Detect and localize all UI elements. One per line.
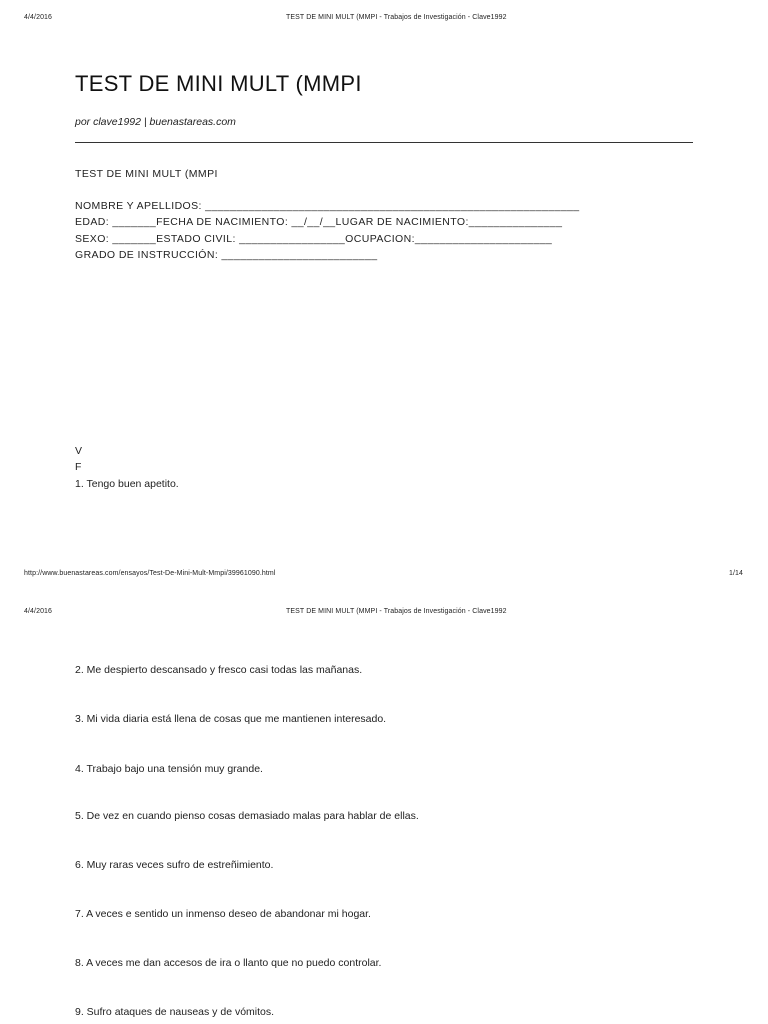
question-6: 6. Muy raras veces sufro de estreñimiento. bbox=[75, 859, 274, 871]
question-9: 9. Sufro ataques de nauseas y de vómitos. bbox=[75, 1006, 275, 1018]
page-2-header-title: TEST DE MINI MULT (MMPI - Trabajos de Investigación - Clave1992 bbox=[286, 608, 507, 615]
document-title: TEST DE MINI MULT (MMPI bbox=[75, 71, 362, 96]
page-2-header-date: 4/4/2016 bbox=[24, 608, 53, 615]
question-1: 1. Tengo buen apetito. bbox=[75, 478, 179, 490]
form-line-education: GRADO DE INSTRUCCIÓN: _________________________ bbox=[75, 249, 378, 261]
form-line-name: NOMBRE Y APELLIDOS: ____________________________________________________________ bbox=[75, 200, 580, 212]
footer-url-link[interactable]: http://www.buenastareas.com/ensayos/Test-De-Mini-Mult-Mmpi/39961090.html bbox=[24, 570, 276, 577]
byline: por clave1992 | buenastareas.com bbox=[75, 116, 236, 128]
footer-page-number: 1/14 bbox=[729, 570, 744, 577]
question-3: 3. Mi vida diaria está llena de cosas que me mantienen interesado. bbox=[75, 713, 387, 725]
page-1-header-date: 4/4/2016 bbox=[24, 14, 53, 21]
question-8: 8. A veces me dan accesos de ira o llanto que no puedo controlar. bbox=[75, 957, 382, 969]
answer-label-v: V bbox=[75, 445, 83, 457]
answer-label-f: F bbox=[75, 461, 82, 473]
question-5: 5. De vez en cuando pienso cosas demasiado malas para hablar de ellas. bbox=[75, 810, 419, 822]
content-heading: TEST DE MINI MULT (MMPI bbox=[75, 168, 218, 180]
form-line-age: EDAD: _______FECHA DE NACIMIENTO: __/__/__LUGAR DE NACIMIENTO:_______________ bbox=[75, 216, 563, 228]
question-4: 4. Trabajo bajo una tensión muy grande. bbox=[75, 763, 263, 775]
form-line-sex: SEXO: _______ESTADO CIVIL: _________________OCUPACION:______________________ bbox=[75, 233, 553, 245]
page-1-header-title: TEST DE MINI MULT (MMPI - Trabajos de Investigación - Clave1992 bbox=[286, 14, 507, 21]
title-divider bbox=[75, 142, 693, 143]
question-7: 7. A veces e sentido un inmenso deseo de abandonar mi hogar. bbox=[75, 908, 371, 920]
question-2: 2. Me despierto descansado y fresco casi todas las mañanas. bbox=[75, 664, 363, 676]
